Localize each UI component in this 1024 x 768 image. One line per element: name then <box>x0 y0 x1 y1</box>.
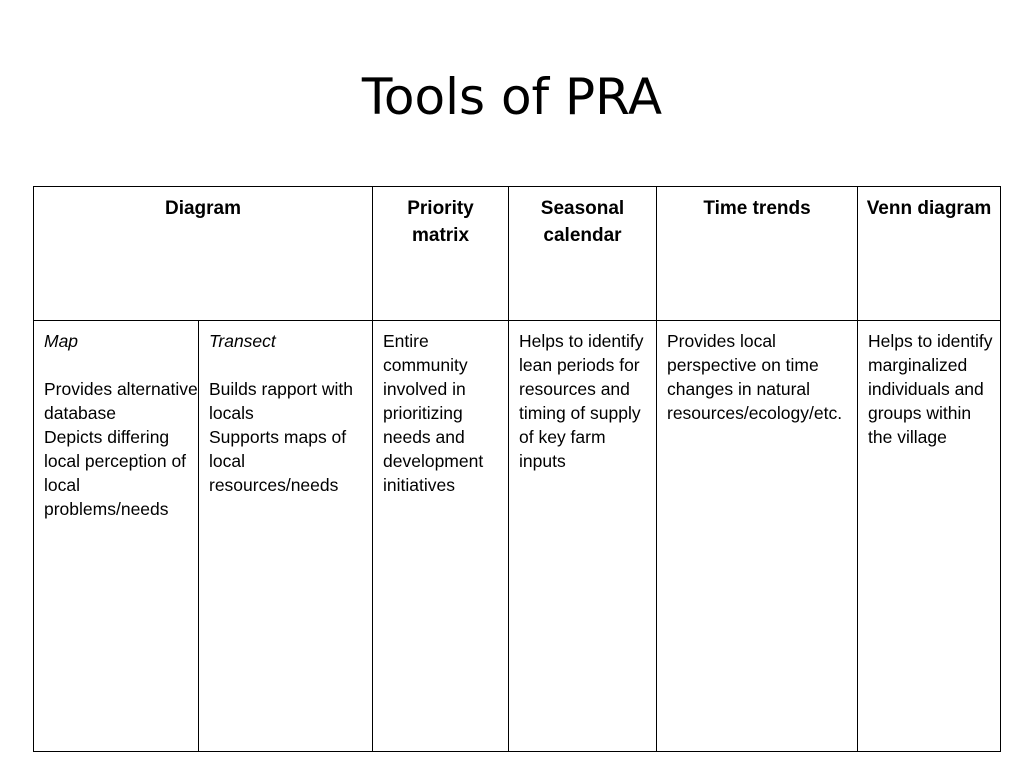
cell-seasonal-calendar: Helps to identify lean periods for resources and timing of supply of key farm inputs <box>509 321 657 752</box>
cell-spacer <box>44 353 198 377</box>
cell-transect-text: Builds rapport with locals Supports maps of local resources/needs <box>209 379 353 496</box>
cell-map-text: Provides alternative database Depicts differing local perception of local problems/needs <box>44 379 198 520</box>
header-priority-matrix: Priority matrix <box>373 187 509 321</box>
cell-transect-name: Transect <box>209 331 276 352</box>
header-time-trends: Time trends <box>657 187 858 321</box>
cell-spacer <box>209 353 372 377</box>
table-row <box>34 321 1001 752</box>
pra-tools-table <box>33 186 1001 752</box>
cell-time-trends: Provides local perspective on time changes in natural resources/ecology/etc. <box>657 321 858 752</box>
header-diagram: Diagram <box>34 187 373 321</box>
slide-title: Tools of PRA <box>361 68 663 126</box>
header-seasonal-calendar: Seasonal calendar <box>509 187 657 321</box>
cell-priority-matrix: Entire community involved in prioritizing needs and development initiatives <box>373 321 509 752</box>
cell-map-name: Map <box>44 331 79 352</box>
cell-transect <box>199 321 373 752</box>
cell-venn-diagram: Helps to identify marginalized individuals and groups within the village <box>858 321 1001 752</box>
cell-map <box>34 321 199 752</box>
table-header-row <box>34 187 1001 321</box>
header-venn-diagram: Venn diagram <box>858 187 1001 321</box>
